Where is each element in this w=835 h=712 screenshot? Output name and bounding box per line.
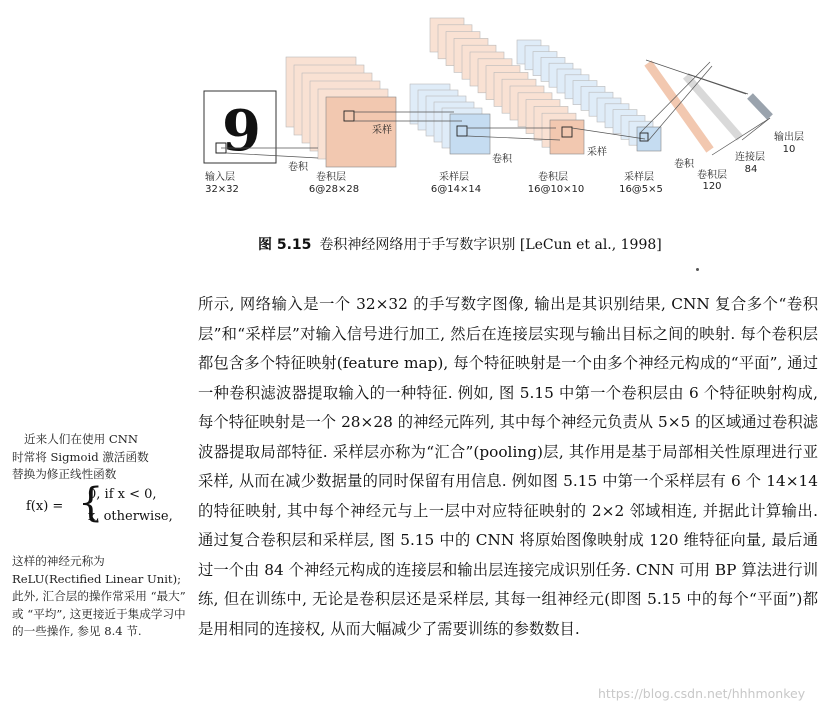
formula-case-1: 0, if x < 0,	[88, 487, 157, 502]
link-conv3-fc	[712, 118, 770, 155]
input-digit: 9	[222, 98, 261, 164]
label-input-size: 32×32	[205, 184, 239, 195]
margin-note	[12, 431, 187, 484]
formula-brace: {	[78, 480, 104, 526]
op-label-conv1: 卷积	[288, 162, 308, 173]
stray-dot	[696, 268, 699, 271]
watermark: https://blog.csdn.net/hhhmonkey	[598, 686, 806, 701]
label-input-layer: 输入层	[205, 172, 235, 183]
layer-stacks	[286, 18, 770, 167]
label-conv3-size: 120	[702, 181, 722, 192]
op-label-conv2: 卷积	[492, 154, 512, 165]
op-label-pool2: 采样	[587, 147, 607, 158]
label-pool2-size: 16@5×5	[619, 184, 663, 195]
margin-note-paragraph-2: 这样的神经元称为 ReLU(Rectified Linear Unit); 此外, 汇合层的操作常采用 “最大” 或 “平均”, 这更接近于集成学习中的一些操作, 参见 8.4 节.	[12, 554, 186, 639]
label-out-size: 10	[782, 144, 796, 155]
pool1-map	[450, 114, 490, 154]
label-pool2-layer: 采样层	[624, 172, 654, 183]
lenet-figure	[0, 0, 835, 230]
pool2-map	[637, 127, 661, 151]
label-pool1-size: 6@14×14	[430, 184, 482, 195]
label-fc-layer: 连接层	[735, 152, 765, 163]
formula-case-2: x, otherwise,	[88, 509, 173, 524]
formula-lhs: f(x) =	[26, 499, 64, 514]
link-fc-out	[742, 118, 770, 140]
figure-caption	[258, 234, 662, 254]
figure-number: 图 5.15	[258, 237, 312, 253]
output-bar	[750, 96, 770, 117]
label-conv1-size: 6@28×28	[308, 184, 360, 195]
op-label-conv3: 卷积	[674, 159, 694, 170]
margin-note-2	[12, 553, 187, 641]
label-fc-size: 84	[744, 164, 758, 175]
label-out-layer: 输出层	[774, 132, 804, 143]
label-conv2-layer: 卷积层	[538, 172, 568, 183]
label-conv1-layer: 卷积层	[316, 172, 346, 183]
body-paragraph: 所示, 网络输入是一个 32×32 的手写数字图像, 输出是其识别结果, CNN 复合多个“卷积层”和“采样层”对输入信号进行加工, 然后在连接层实现与输出目标之间的映射. 每个卷积层都包含多个特征映射(feature map), 每个特征映射是一个由多个神经元构成的“平面”, 通过一种卷积滤波器提取输入的一种特征. 例如, 图 5.15 中第一个卷积层由 6 个特征映射构成, 每个特征映射是一个 28×28 的神经元阵列, 其中每个神经元负责从 5×5 的区域通过卷积滤波器提取局部特征. 采样层亦称为“汇合”(pooling)层, 其作用是基于局部相关性原理进行亚采样, 从而在减少数据量的同时保留有用信息. 例如图 5.15 中第一个采样层有 6 个 14×14 的特征映射, 其中每个神经元与上一层中对应特征映射的 2×2 邻域相连, 并据此计算输出. 通过复合卷积层和采样层, 图 5.15 中的 CNN 将原始图像映射成 120 维特征向量, 最后通过一个由 84 个神经元构成的连接层和输出层连接完成识别任务. CNN 可用 BP 算法进行训练, 但在训练中, 无论是卷积层还是采样层, 其每一组神经元(即图 5.15 中的每个“平面”)都是用相同的连接权, 从而大幅减少了需要训练的参数数目.	[198, 295, 818, 638]
margin-note-line-1: 近来人们在使用 CNN	[24, 432, 139, 446]
label-conv2-size: 16@10×10	[527, 184, 585, 195]
body-paragraph-block	[198, 290, 818, 644]
label-pool1-layer: 采样层	[439, 172, 469, 183]
op-label-pool1: 采样	[372, 125, 392, 136]
label-conv3-layer: 卷积层	[697, 170, 727, 181]
figure-caption-text: 卷积神经网络用于手写数字识别 [LeCun et al., 1998]	[319, 237, 662, 253]
margin-note-line-3: 替换为修正线性函数	[12, 467, 117, 482]
margin-note-line-2: 时常将 Sigmoid 激活函数	[12, 449, 149, 464]
